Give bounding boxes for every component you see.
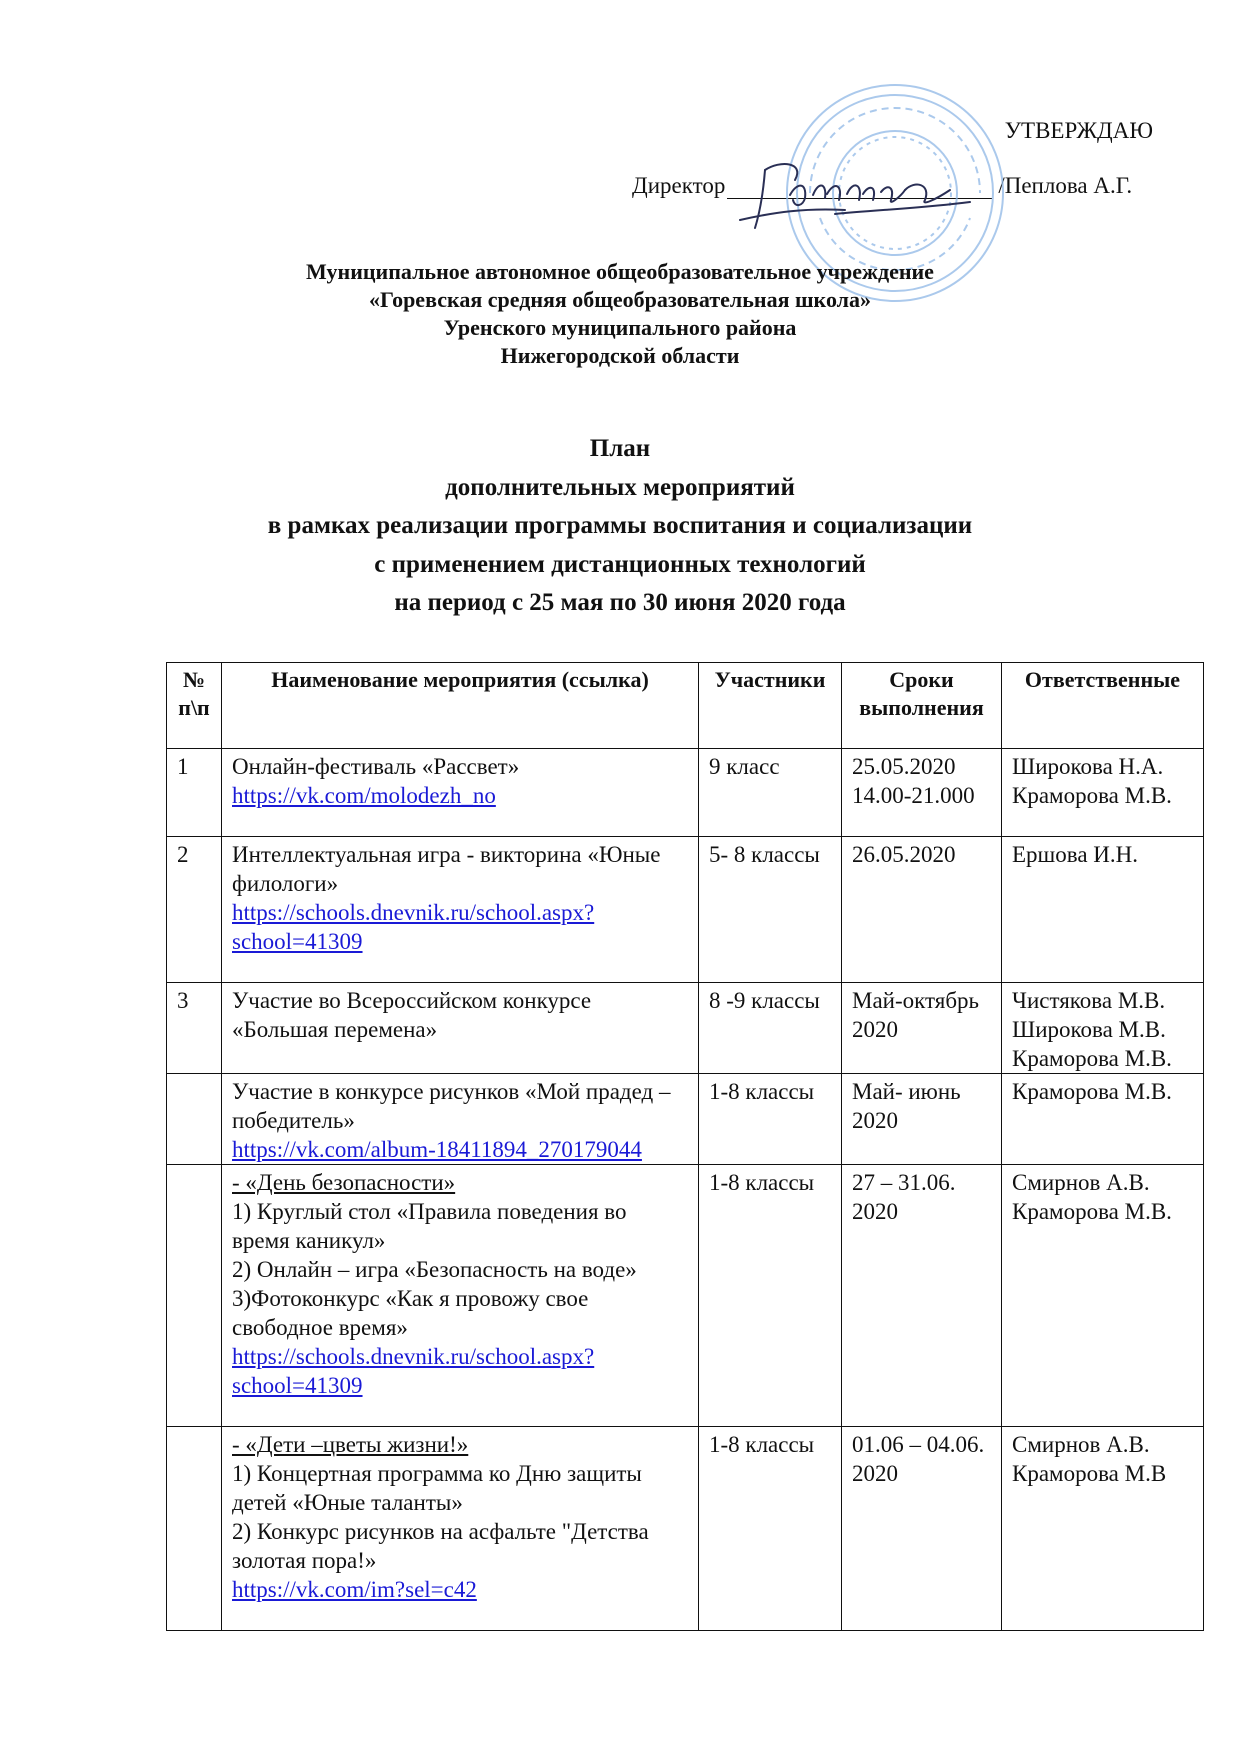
event-subitem: 1) Круглый стол «Правила поведения во время каникул»: [232, 1199, 627, 1253]
plan-title-line: на период с 25 мая по 30 июня 2020 года: [394, 589, 846, 616]
cell-responsible: [1002, 1427, 1204, 1631]
responsible-person: Краморова М.В: [1012, 1461, 1167, 1486]
event-link[interactable]: https://vk.com/molodezh_no: [232, 783, 496, 808]
event-title: Онлайн-фестиваль «Рассвет»: [232, 754, 520, 779]
event-subitem: 2) Конкурс рисунков на асфальте "Детства золотая пора!»: [232, 1519, 649, 1573]
responsible-person: Широкова М.В.: [1012, 1017, 1166, 1042]
responsible-person: Смирнов А.В.: [1012, 1170, 1150, 1195]
event-link[interactable]: https://schools.dnevnik.ru/school.aspx?school=41309: [232, 900, 595, 954]
responsible-person: Широкова Н.А.: [1012, 754, 1164, 779]
cell-responsible: [1002, 837, 1204, 983]
cell-dates: [842, 837, 1002, 983]
cell-event: [222, 1165, 699, 1427]
table-row: [167, 837, 1204, 983]
date-value: Май-октябрь 2020: [852, 988, 980, 1042]
responsible-person: Чистякова М.В.: [1012, 988, 1166, 1013]
responsible-person: Краморова М.В.: [1012, 783, 1172, 808]
cell-num: [167, 749, 222, 837]
cell-event: [222, 1427, 699, 1631]
participants-value: 8 -9 классы: [709, 988, 820, 1013]
row-number: 3: [177, 988, 189, 1013]
event-title: Участие во Всероссийском конкурсе «Большая перемена»: [232, 988, 592, 1042]
header-num: № п\п: [167, 663, 222, 749]
event-title: Интеллектуальная игра - викторина «Юные филологи»: [232, 842, 661, 896]
table-header-row: [167, 663, 1204, 749]
organization-header: [0, 258, 1240, 370]
cell-participants: [699, 1074, 842, 1165]
cell-event: [222, 837, 699, 983]
event-title: - «Дети –цветы жизни!»: [232, 1432, 469, 1457]
date-value: 14.00-21.000: [852, 783, 975, 808]
event-subitem: 2) Онлайн – игра «Безопасность на воде»: [232, 1257, 637, 1282]
date-value: Май- июнь 2020: [852, 1079, 961, 1133]
cell-participants: [699, 1165, 842, 1427]
cell-event: [222, 983, 699, 1074]
cell-participants: [699, 1427, 842, 1631]
participants-value: 5- 8 классы: [709, 842, 820, 867]
header-responsible: Ответственные: [1002, 663, 1204, 749]
date-value: 01.06 – 04.06.: [852, 1432, 985, 1457]
cell-responsible: [1002, 749, 1204, 837]
cell-event: [222, 1074, 699, 1165]
plan-title-line: План: [589, 435, 651, 462]
table-row: [167, 749, 1204, 837]
cell-responsible: [1002, 1074, 1204, 1165]
date-value: 25.05.2020: [852, 754, 956, 779]
director-label: Директор: [632, 173, 726, 198]
date-value: 26.05.2020: [852, 842, 956, 867]
director-name: /Пеплова А.Г.: [998, 173, 1133, 198]
participants-value: 1-8 классы: [709, 1079, 815, 1104]
date-value: 2020: [852, 1199, 898, 1224]
responsible-person: Краморова М.В.: [1012, 1199, 1172, 1224]
plan-title-line: в рамках реализации программы воспитания и социализации: [267, 512, 973, 539]
participants-value: 9 класс: [709, 754, 780, 779]
participants-value: 1-8 классы: [709, 1170, 815, 1195]
org-line: Нижегородской области: [500, 343, 740, 368]
cell-dates: [842, 1427, 1002, 1631]
org-line: Уренского муниципального района: [443, 315, 797, 340]
event-subitem: 3)Фотоконкурс «Как я провожу свое свободное время»: [232, 1286, 589, 1340]
table-row: [167, 1074, 1204, 1165]
cell-dates: [842, 1074, 1002, 1165]
date-value: 27 – 31.06.: [852, 1170, 956, 1195]
event-subitem: 1) Концертная программа ко Дню защиты детей «Юные таланты»: [232, 1461, 642, 1515]
cell-dates: [842, 983, 1002, 1074]
header-name: Наименование мероприятия (ссылка): [222, 663, 699, 749]
responsible-person: Ершова И.Н.: [1012, 842, 1138, 867]
cell-responsible: [1002, 983, 1204, 1074]
cell-participants: [699, 983, 842, 1074]
plan-title-line: дополнительных мероприятий: [445, 473, 795, 501]
event-link[interactable]: https://vk.com/im?sel=c42: [232, 1577, 477, 1602]
plan-title: [0, 430, 1240, 623]
cell-participants: [699, 749, 842, 837]
cell-num: [167, 1427, 222, 1631]
table-row: [167, 1427, 1204, 1631]
event-title: Участие в конкурсе рисунков «Мой прадед – победитель»: [232, 1079, 671, 1133]
header-dates: Сроки выполнения: [842, 663, 1002, 749]
cell-num: [167, 983, 222, 1074]
cell-num: [167, 1074, 222, 1165]
cell-num: [167, 837, 222, 983]
cell-num: [167, 1165, 222, 1427]
table-row: [167, 1165, 1204, 1427]
event-title: - «День безопасности»: [232, 1170, 456, 1195]
header-participants: Участники: [699, 663, 842, 749]
cell-event: [222, 749, 699, 837]
participants-value: 1-8 классы: [709, 1432, 815, 1457]
org-line: Муниципальное автономное общеобразовательное учреждение: [306, 259, 934, 284]
cell-participants: [699, 837, 842, 983]
row-number: 2: [177, 842, 189, 867]
table-row: [167, 983, 1204, 1074]
event-link[interactable]: https://vk.com/album-18411894_270179044: [232, 1137, 642, 1162]
event-link[interactable]: https://schools.dnevnik.ru/school.aspx?school=41309: [232, 1344, 595, 1398]
cell-responsible: [1002, 1165, 1204, 1427]
responsible-person: Краморова М.В.: [1012, 1046, 1172, 1071]
org-line: «Горевская средняя общеобразовательная школа»: [369, 287, 871, 312]
date-value: 2020: [852, 1461, 898, 1486]
cell-dates: [842, 1165, 1002, 1427]
activities-table: [166, 662, 1204, 1631]
responsible-person: Смирнов А.В.: [1012, 1432, 1150, 1457]
director-line: [632, 172, 1132, 199]
plan-title-line: с применением дистанционных технологий: [374, 550, 866, 578]
signature-blank: [727, 172, 992, 199]
responsible-person: Краморова М.В.: [1012, 1079, 1172, 1104]
row-number: 1: [177, 754, 189, 779]
approval-title: УТВЕРЖДАЮ: [1004, 118, 1153, 143]
cell-dates: [842, 749, 1002, 837]
approval-block: [600, 112, 1160, 222]
